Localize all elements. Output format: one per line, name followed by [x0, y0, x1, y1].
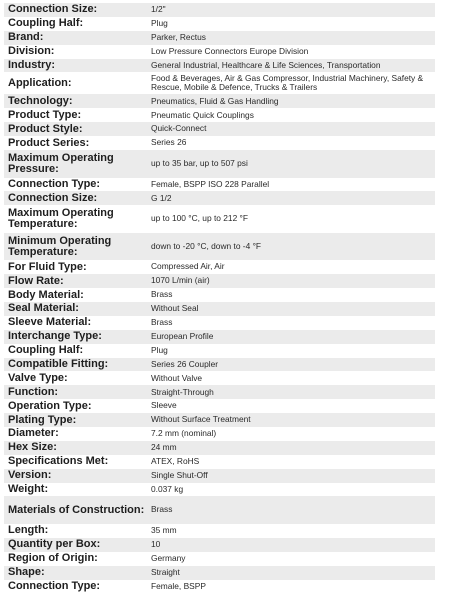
spec-label: Flow Rate:: [4, 274, 147, 288]
spec-row: [4, 150, 435, 178]
spec-row: [4, 191, 435, 205]
spec-row: [4, 136, 435, 150]
spec-label: Body Material:: [4, 288, 147, 302]
spec-row: [4, 496, 435, 524]
spec-value: 0.037 kg: [147, 483, 435, 497]
spec-row: [4, 385, 435, 399]
spec-label: Length:: [4, 524, 147, 538]
spec-label: Materials of Construction:: [4, 496, 147, 524]
spec-value: Female, BSPP ISO 228 Parallel: [147, 178, 435, 192]
spec-value: 1/2": [147, 3, 435, 17]
spec-value: Quick-Connect: [147, 122, 435, 136]
spec-row: [4, 59, 435, 73]
spec-value: Straight: [147, 566, 435, 580]
spec-value: Pneumatics, Fluid & Gas Handling: [147, 94, 435, 108]
spec-value: Plug: [147, 17, 435, 31]
spec-row: [4, 3, 435, 17]
spec-value: 7.2 mm (nominal): [147, 427, 435, 441]
spec-label: Minimum Operating Temperature:: [4, 233, 147, 261]
spec-value: G 1/2: [147, 191, 435, 205]
spec-row: [4, 344, 435, 358]
spec-value: down to -20 °C, down to -4 °F: [147, 233, 435, 261]
spec-row: [4, 566, 435, 580]
spec-label: Hex Size:: [4, 441, 147, 455]
spec-label: Coupling Half:: [4, 344, 147, 358]
spec-value: Single Shut-Off: [147, 469, 435, 483]
spec-label: Interchange Type:: [4, 330, 147, 344]
spec-row: [4, 178, 435, 192]
spec-value: Without Valve: [147, 371, 435, 385]
spec-row: [4, 524, 435, 538]
spec-label: Product Style:: [4, 122, 147, 136]
spec-label: For Fluid Type:: [4, 260, 147, 274]
spec-label: Product Type:: [4, 108, 147, 122]
spec-row: [4, 441, 435, 455]
spec-label: Connection Size:: [4, 3, 147, 17]
spec-label: Function:: [4, 385, 147, 399]
spec-row: [4, 455, 435, 469]
spec-label: Seal Material:: [4, 302, 147, 316]
spec-label: Region of Origin:: [4, 552, 147, 566]
spec-row: [4, 260, 435, 274]
spec-row: [4, 330, 435, 344]
spec-row: [4, 72, 435, 94]
spec-label: Shape:: [4, 566, 147, 580]
spec-value: 24 mm: [147, 441, 435, 455]
spec-row: [4, 371, 435, 385]
spec-label: Division:: [4, 45, 147, 59]
spec-label: Sleeve Material:: [4, 316, 147, 330]
spec-row: [4, 108, 435, 122]
spec-label: Product Series:: [4, 136, 147, 150]
spec-value: Germany: [147, 552, 435, 566]
spec-label: Industry:: [4, 59, 147, 73]
spec-value: Compressed Air, Air: [147, 260, 435, 274]
spec-value: Sleeve: [147, 399, 435, 413]
spec-label: Diameter:: [4, 427, 147, 441]
spec-row: [4, 122, 435, 136]
spec-row: [4, 274, 435, 288]
spec-row: [4, 399, 435, 413]
spec-value: Food & Beverages, Air & Gas Compressor, Industrial Machinery, Safety & Rescue, Mobile & Defence, Trucks & Trailers: [147, 72, 435, 94]
spec-row: [4, 580, 435, 594]
spec-value: Parker, Rectus: [147, 31, 435, 45]
spec-row: [4, 358, 435, 372]
spec-row: [4, 17, 435, 31]
spec-label: Version:: [4, 469, 147, 483]
spec-label: Plating Type:: [4, 413, 147, 427]
spec-label: Valve Type:: [4, 371, 147, 385]
spec-label: Connection Size:: [4, 191, 147, 205]
spec-label: Compatible Fitting:: [4, 358, 147, 372]
spec-row: [4, 538, 435, 552]
spec-row: [4, 205, 435, 233]
spec-row: [4, 413, 435, 427]
spec-row: [4, 552, 435, 566]
spec-value: Plug: [147, 344, 435, 358]
spec-label: Technology:: [4, 94, 147, 108]
spec-row: [4, 94, 435, 108]
spec-value: Female, BSPP: [147, 580, 435, 594]
spec-label: Connection Type:: [4, 178, 147, 192]
spec-label: Maximum Operating Pressure:: [4, 150, 147, 178]
spec-value: Straight-Through: [147, 385, 435, 399]
specifications-table: [4, 3, 435, 593]
spec-label: Operation Type:: [4, 399, 147, 413]
spec-row: [4, 288, 435, 302]
spec-value: up to 35 bar, up to 507 psi: [147, 150, 435, 178]
spec-value: up to 100 °C, up to 212 °F: [147, 205, 435, 233]
spec-label: Weight:: [4, 483, 147, 497]
spec-value: Without Surface Treatment: [147, 413, 435, 427]
spec-value: 35 mm: [147, 524, 435, 538]
spec-value: Pneumatic Quick Couplings: [147, 108, 435, 122]
spec-value: Brass: [147, 288, 435, 302]
spec-row: [4, 233, 435, 261]
spec-label: Connection Type:: [4, 580, 147, 594]
spec-row: [4, 45, 435, 59]
spec-label: Quantity per Box:: [4, 538, 147, 552]
spec-row: [4, 316, 435, 330]
spec-row: [4, 469, 435, 483]
spec-label: Application:: [4, 72, 147, 94]
spec-row: [4, 31, 435, 45]
spec-value: Series 26 Coupler: [147, 358, 435, 372]
spec-value: Series 26: [147, 136, 435, 150]
spec-label: Brand:: [4, 31, 147, 45]
spec-label: Coupling Half:: [4, 17, 147, 31]
spec-value: 10: [147, 538, 435, 552]
spec-value: European Profile: [147, 330, 435, 344]
spec-value: ATEX, RoHS: [147, 455, 435, 469]
spec-label: Maximum Operating Temperature:: [4, 205, 147, 233]
spec-row: [4, 483, 435, 497]
spec-value: Low Pressure Connectors Europe Division: [147, 45, 435, 59]
spec-value: Brass: [147, 496, 435, 524]
spec-value: Without Seal: [147, 302, 435, 316]
spec-row: [4, 302, 435, 316]
spec-value: Brass: [147, 316, 435, 330]
spec-row: [4, 427, 435, 441]
specifications-table-body: [4, 3, 435, 593]
spec-value: 1070 L/min (air): [147, 274, 435, 288]
spec-label: Specifications Met:: [4, 455, 147, 469]
spec-value: General Industrial, Healthcare & Life Sciences, Transportation: [147, 59, 435, 73]
